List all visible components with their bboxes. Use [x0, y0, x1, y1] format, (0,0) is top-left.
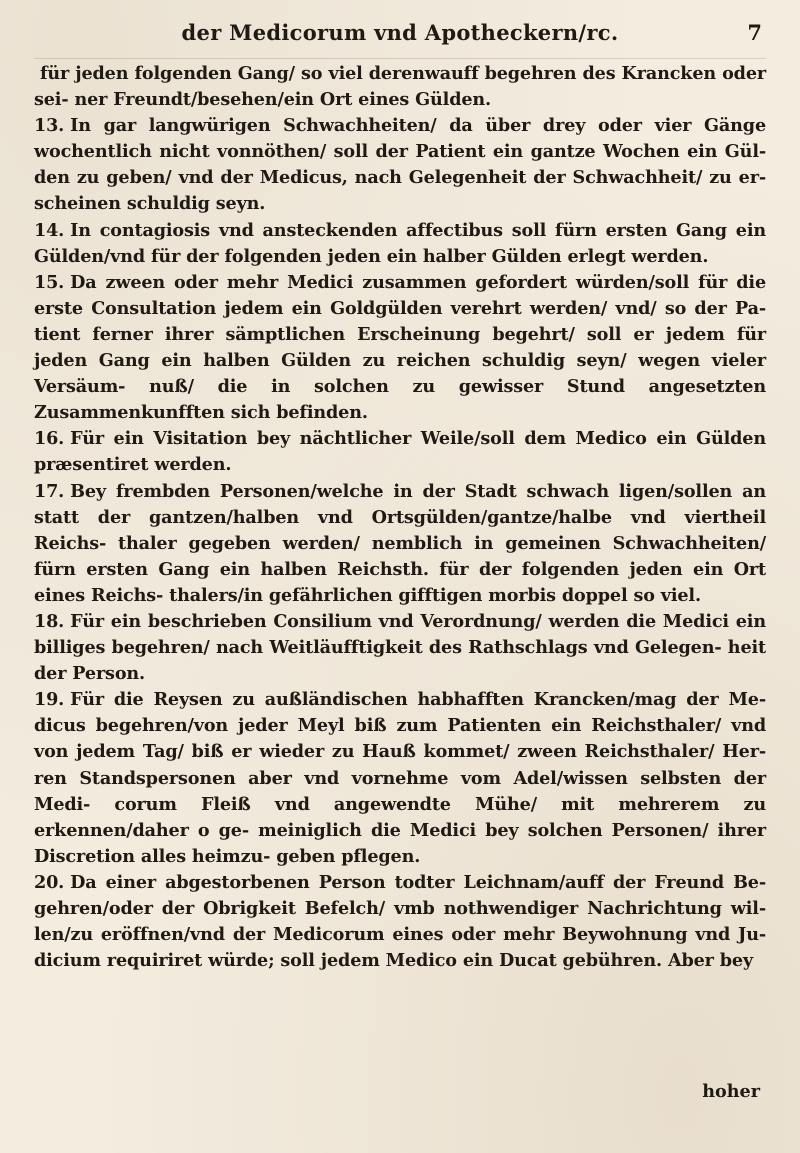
paragraph-number: 20.: [34, 871, 65, 893]
paragraph-text: für jeden folgenden Gang/ so viel derenwauff begehren des Krancken oder sei- ner Freundt/besehen/ein Ort eines Gülden.: [34, 63, 766, 111]
paragraph-16: [34, 426, 766, 478]
catchword: hoher: [702, 1081, 760, 1102]
running-head: [34, 12, 766, 59]
paragraph-text: Da zween oder mehr Medici zusammen gefordert würden/soll für die erste Consultation jedem ein Goldgülden verehrt werden/ vnd/ so der Pa- tient ferner ihrer sämptlichen Erscheinung begehrt/ soll er jedem für jeden Gang ein halben Gülden zu reichen schuldig seyn/ wegen vieler Versäum- nuß/ die in solchen zu gewisser Stund angesetzten Zusammenkunfften sich befinden.: [34, 271, 766, 424]
paragraph-13: [34, 113, 766, 217]
running-title: der Medicorum vnd Apotheckern/rc.: [181, 20, 619, 45]
paragraph-continued: [34, 61, 766, 113]
paragraph-number: 14.: [34, 219, 65, 241]
paragraph-number: 13.: [34, 115, 65, 137]
page-number: 7: [747, 20, 762, 45]
paragraph-14: [34, 218, 766, 270]
paragraph-text: Da einer abgestorbenen Person todter Leichnam/auff der Freund Be- gehren/oder der Obrigkeit Befelch/ vmb nothwendiger Nachrichtung wil- len/zu eröffnen/vnd der Medicorum eines oder mehr Beywohnung vnd Ju- dicium requiriret würde; soll jedem Medico ein Ducat gebühren. Aber bey: [34, 871, 766, 972]
paragraph-number: 19.: [34, 689, 65, 711]
paragraph-text: Für ein Visitation bey nächtlicher Weile/soll dem Medico ein Gülden præsentiret werden.: [34, 428, 766, 476]
paragraph-text: Bey frembden Personen/welche in der Stadt schwach ligen/sollen an statt der gantzen/halben vnd Ortsgülden/gantze/halbe vnd viertheil Reichs- thaler gegeben werden/ nemblich in gemeinen Schwachheiten/ fürn ersten Gang ein halben Reichsth. für der folgenden jeden ein Ort eines Reichs- thalers/in gefährlichen gifftigen morbis doppel so viel.: [34, 480, 766, 606]
paragraph-text: In contagiosis vnd ansteckenden affectibus soll fürn ersten Gang ein Gülden/vnd für der folgenden jeden ein halber Gülden erlegt werden.: [34, 219, 766, 267]
paragraph-17: [34, 479, 766, 609]
paragraph-text: Für die Reysen zu außländischen habhafften Krancken/mag der Me- dicus begehren/von jeder Meyl biß zum Patienten ein Reichsthaler/ vnd von jedem Tag/ biß er wieder zu Hauß kommet/ zween Reichsthaler/ Her- ren Standspersonen aber vnd vornehme vom Adel/wissen selbsten der Medi- corum Fleiß vnd angewendte Mühe/ mit mehrerem zu erkennen/daher o ge- meiniglich die Medici bey solchen Personen/ ihrer Discretion alles heimzu- geben pflegen.: [34, 689, 766, 867]
paragraph-19: [34, 687, 766, 870]
paragraph-text: Für ein beschrieben Consilium vnd Verordnung/ werden die Medici ein billiges begehren/ nach Weitläufftigkeit des Rathschlags vnd Gelegen- heit der Person.: [34, 610, 766, 685]
paragraph-number: 17.: [34, 480, 65, 502]
paragraph-number: 15.: [34, 271, 65, 293]
paragraph-number: 18.: [34, 610, 65, 632]
paragraph-text: In gar langwürigen Schwachheiten/ da über drey oder vier Gänge wochentlich nicht vonnöthen/ soll der Patient ein gantze Wochen ein Gül- den zu geben/ vnd der Medicus, nach Gelegenheit der Schwachheit/ zu er- scheinen schuldig seyn.: [34, 115, 766, 215]
body-text: [34, 61, 766, 974]
paragraph-18: [34, 609, 766, 687]
paragraph-number: 16.: [34, 428, 65, 450]
paragraph-15: [34, 270, 766, 427]
paragraph-20: [34, 870, 766, 974]
